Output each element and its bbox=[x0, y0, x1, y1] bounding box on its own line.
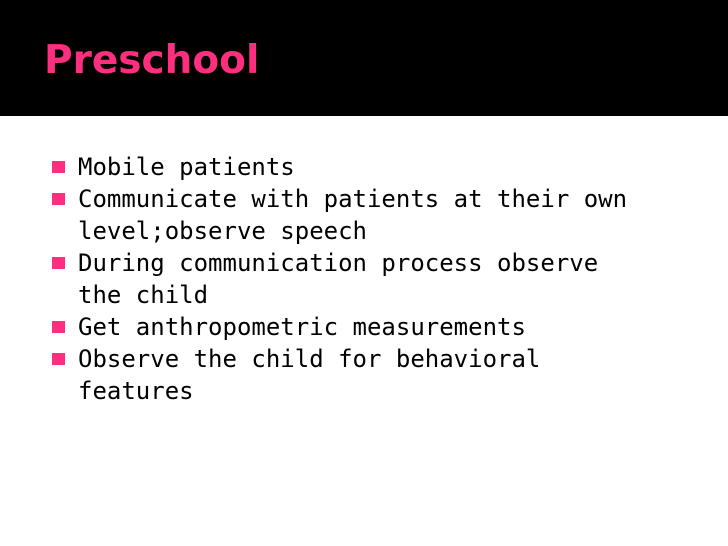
bullet-text: During communication process observe bbox=[78, 249, 599, 277]
bullet-item bbox=[50, 151, 690, 183]
title-bar bbox=[0, 0, 728, 116]
square-bullet-icon bbox=[52, 257, 65, 269]
square-bullet-icon bbox=[52, 161, 65, 173]
bullet-list bbox=[50, 151, 690, 407]
bullet-text-continuation: features bbox=[78, 377, 194, 405]
bullet-text-continuation: the child bbox=[78, 281, 209, 309]
square-bullet-icon bbox=[52, 353, 65, 365]
square-bullet-icon bbox=[52, 321, 65, 333]
bullet-text: Get anthropometric measurements bbox=[78, 313, 526, 341]
bullet-item bbox=[50, 183, 690, 247]
bullet-text: Mobile patients bbox=[78, 153, 295, 181]
bullet-item bbox=[50, 343, 690, 407]
slide-title: Preschool bbox=[44, 38, 260, 83]
square-bullet-icon bbox=[52, 193, 65, 205]
bullet-text: Observe the child for behavioral bbox=[78, 345, 541, 373]
bullet-item bbox=[50, 311, 690, 343]
bullet-text: Communicate with patients at their own bbox=[78, 185, 628, 213]
bullet-text-continuation: level;observe speech bbox=[78, 217, 367, 245]
bullet-item bbox=[50, 247, 690, 311]
